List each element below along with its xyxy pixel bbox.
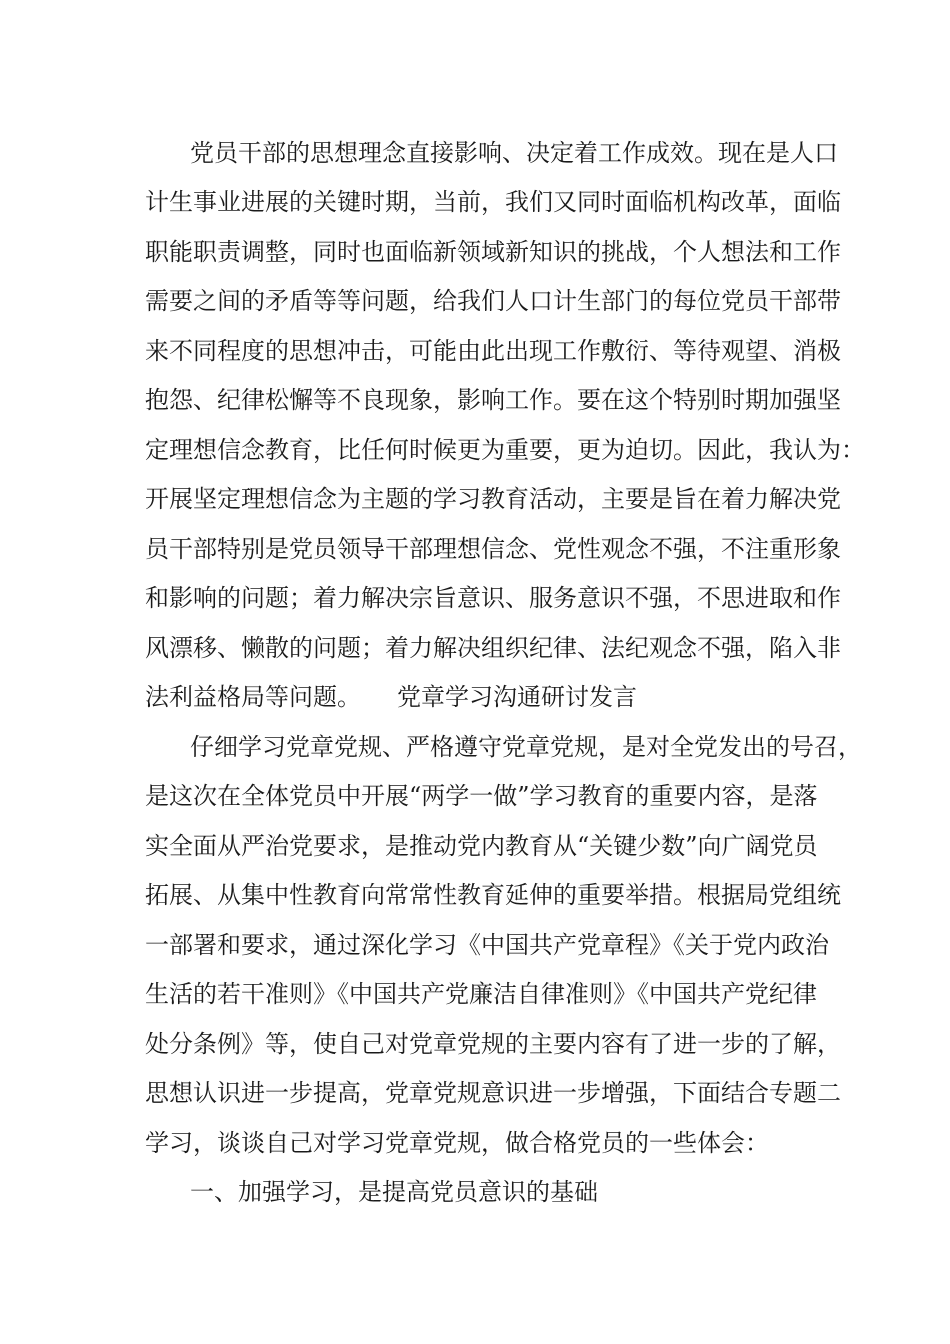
paragraph-2-line-7: 处分条例》等，使自己对党章党规的主要内容有了进一步的了解， — [145, 1030, 841, 1058]
paragraph-1-line-4: 需要之间的矛盾等等问题，给我们人口计生部门的每位党员干部带 — [145, 287, 841, 315]
paragraph-2-line-3: 实全面从严治党要求，是推动党内教育从“关键少数”向广阔党员 — [145, 832, 818, 860]
paragraph-1-line-1: 党员干部的思想理念直接影响、决定着工作成效。现在是人口 — [190, 139, 838, 167]
paragraph-1-line-6: 抱怨、纪律松懈等不良现象，影响工作。要在这个特别时期加强坚 — [145, 386, 841, 414]
paragraph-1-line-11: 风漂移、懒散的问题；着力解决组织纪律、法纪观念不强，陷入非 — [145, 634, 841, 662]
paragraph-1-line-8: 开展坚定理想信念为主题的学习教育活动，主要是旨在着力解决党 — [145, 485, 841, 513]
section-heading: 一、加强学习，是提高党员意识的基础 — [190, 1178, 598, 1206]
paragraph-1-line-5: 来不同程度的思想冲击，可能由此出现工作敷衍、等待观望、消极 — [145, 337, 841, 365]
paragraph-1-line-7: 定理想信念教育，比任何时候更为重要，更为迫切。因此，我认为： — [145, 436, 865, 464]
paragraph-1-line-9: 员干部特别是党员领导干部理想信念、党性观念不强，不注重形象 — [145, 535, 841, 563]
paragraph-1-line-3: 职能职责调整，同时也面临新领域新知识的挑战，个人想法和工作 — [145, 238, 841, 266]
paragraph-2-line-5: 一部署和要求，通过深化学习《中国共产党章程》《关于党内政治 — [145, 931, 829, 959]
paragraph-2-line-8: 思想认识进一步提高，党章党规意识进一步增强，下面结合专题二 — [145, 1079, 841, 1107]
paragraph-2-line-6: 生活的若干准则》《中国共产党廉洁自律准则》《中国共产党纪律 — [145, 980, 817, 1008]
paragraph-1-line-10: 和影响的问题；着力解决宗旨意识、服务意识不强，不思进取和作 — [145, 584, 841, 612]
paragraph-2-line-9: 学习，谈谈自己对学习党章党规，做合格党员的一些体会： — [145, 1129, 769, 1157]
paragraph-2-line-2: 是这次在全体党员中开展“两学一做”学习教育的重要内容，是落 — [145, 782, 818, 810]
paragraph-2-line-4: 拓展、从集中性教育向常常性教育延伸的重要举措。根据局党组统 — [145, 881, 841, 909]
paragraph-1-line-12: 法利益格局等问题。 党章学习沟通研讨发言 — [145, 683, 637, 711]
paragraph-2-line-1: 仔细学习党章党规、严格遵守党章党规，是对全党发出的号召， — [190, 733, 862, 761]
paragraph-1-line-2: 计生事业进展的关键时期，当前，我们又同时面临机构改革，面临 — [145, 188, 841, 216]
